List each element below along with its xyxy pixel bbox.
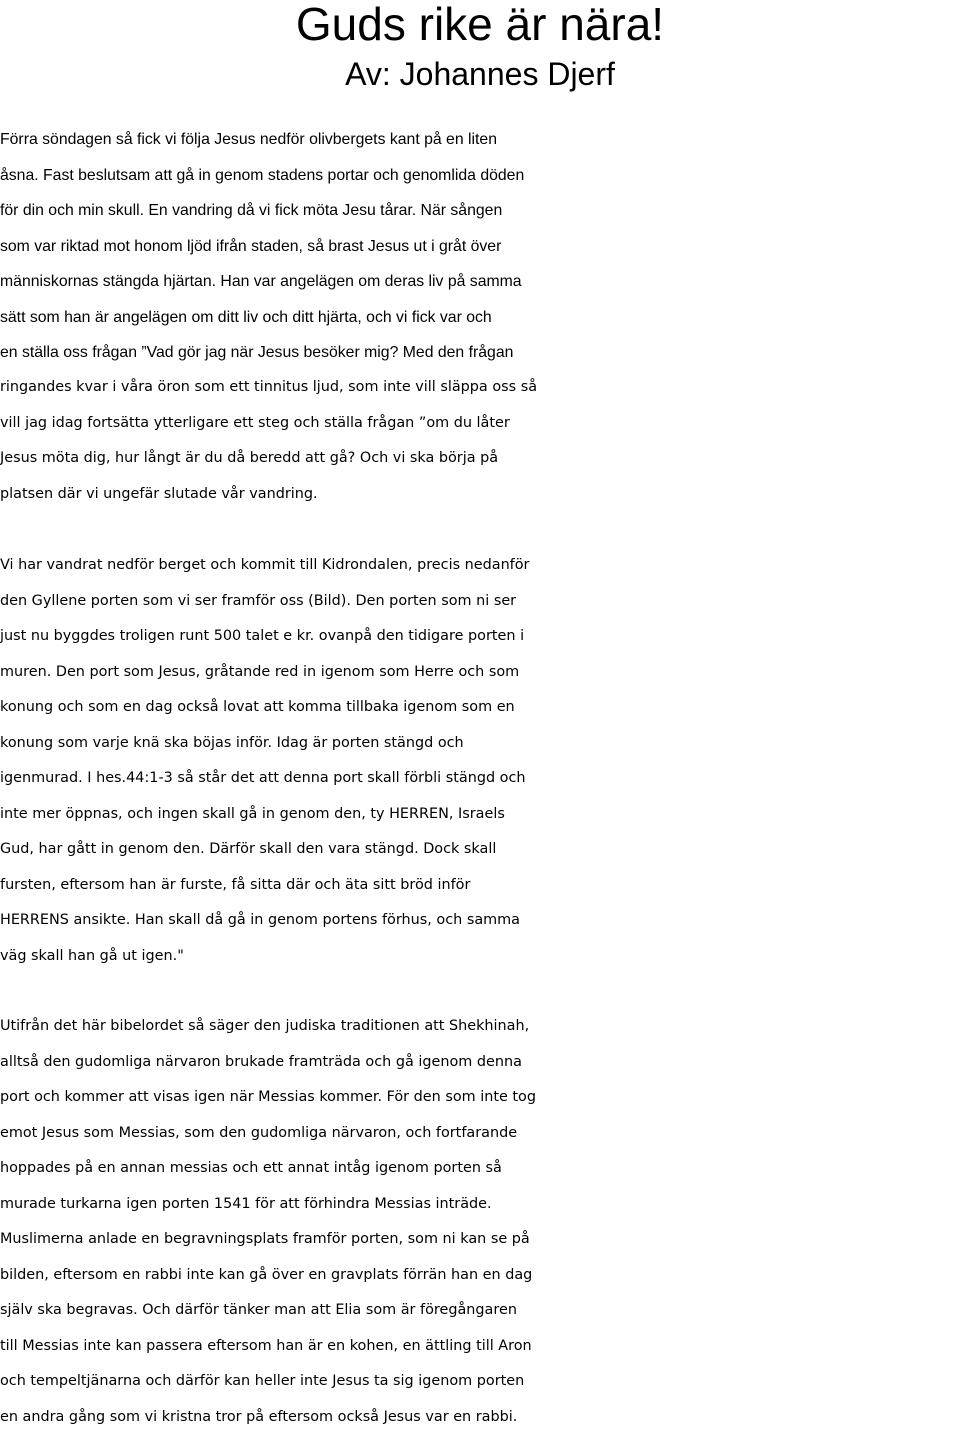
text-line: hoppades på en annan messias och ett annat intåg igenom porten så xyxy=(0,1160,502,1176)
paragraph-3 xyxy=(0,1009,960,1435)
text-line: muren. Den port som Jesus, gråtande red in igenom som Herre och som xyxy=(0,663,520,680)
text-line: sätt som han är angelägen om ditt liv och ditt hjärta, och vi fick var och xyxy=(0,308,492,326)
text-line: till Messias inte kan passera eftersom han är en kohen, en ättling till Aron xyxy=(0,1337,532,1354)
document-author: Av: Johannes Djerf xyxy=(345,56,615,92)
paragraph-1-part-a xyxy=(0,122,960,371)
text-line: bilden, eftersom en rabbi inte kan gå över en gravplats förrän han en dag xyxy=(0,1266,533,1283)
text-line: Jesus möta dig, hur långt är du då beredd att gå? Och vi ska börja på xyxy=(0,450,499,466)
paragraph-1-part-b xyxy=(0,370,960,512)
text-line: konung och som en dag också lovat att komma tillbaka igenom som en xyxy=(0,699,515,715)
text-line: Gud, har gått in genom den. Därför skall den vara stängd. Dock skall xyxy=(0,841,497,857)
text-line: en andra gång som vi kristna tror på eftersom också Jesus var en rabbi. xyxy=(0,1408,518,1425)
text-line: väg skall han gå ut igen." xyxy=(0,947,184,964)
text-line: inte mer öppnas, och ingen skall gå in genom den, ty HERREN, Israels xyxy=(0,805,505,822)
text-line: människornas stängda hjärtan. Han var angelägen om deras liv på samma xyxy=(0,273,522,290)
text-line: konung som varje knä ska böjas inför. Idag är porten stängd och xyxy=(0,734,464,751)
paragraph-2 xyxy=(0,548,960,974)
text-line: port och kommer att visas igen när Messias kommer. För den som inte tog xyxy=(0,1089,537,1105)
text-line: Förra söndagen så fick vi följa Jesus nedför olivbergets kant på en liten xyxy=(0,131,498,148)
text-line: murade turkarna igen porten 1541 för att förhindra Messias inträde. xyxy=(0,1195,492,1212)
text-line: ringandes kvar i våra öron som ett tinnitus ljud, som inte vill släppa oss så xyxy=(0,379,538,395)
text-line: som var riktad mot honom ljöd ifrån staden, så brast Jesus ut i gråt över xyxy=(0,237,502,255)
text-line: för din och min skull. En vandring då vi fick möta Jesu tårar. När sången xyxy=(0,202,503,219)
text-line: Vi har vandrat nedför berget och kommit till Kidrondalen, precis nedanför xyxy=(0,557,530,573)
text-line: Muslimerna anlade en begravningsplats framför porten, som ni kan se på xyxy=(0,1231,530,1247)
text-line: alltså den gudomliga närvaron brukade framträda och gå igenom denna xyxy=(0,1053,522,1070)
text-line: vill jag idag fortsätta ytterligare ett steg och ställa frågan ”om du låter xyxy=(0,414,510,431)
text-line: HERRENS ansikte. Han skall då gå in genom portens förhus, och samma xyxy=(0,912,520,928)
document-title: Guds rike är nära! xyxy=(295,0,665,50)
text-line: platsen där vi ungefär slutade vår vandring. xyxy=(0,485,318,502)
text-line: den Gyllene porten som vi ser framför oss (Bild). Den porten som ni ser xyxy=(0,592,517,609)
text-line: en ställa oss frågan ”Vad gör jag när Jesus besöker mig? Med den frågan xyxy=(0,344,514,361)
text-line: igenmurad. I hes.44:1-3 så står det att denna port skall förbli stängd och xyxy=(0,770,526,786)
text-line: Utifrån det här bibelordet så säger den judiska traditionen att Shekhinah, xyxy=(0,1018,530,1034)
text-line: åsna. Fast beslutsam att gå in genom stadens portar och genomlida döden xyxy=(0,166,525,184)
text-line: fursten, eftersom han är furste, få sitta där och äta sitt bröd inför xyxy=(0,876,471,893)
text-line: just nu byggdes troligen runt 500 talet e kr. ovanpå den tidigare porten i xyxy=(0,628,525,644)
text-line: och tempeltjänarna och därför kan heller inte Jesus ta sig igenom porten xyxy=(0,1373,525,1389)
text-line: själv ska begravas. Och därför tänker man att Elia som är föregångaren xyxy=(0,1302,517,1318)
text-line: emot Jesus som Messias, som den gudomliga närvaron, och fortfarande xyxy=(0,1124,518,1141)
